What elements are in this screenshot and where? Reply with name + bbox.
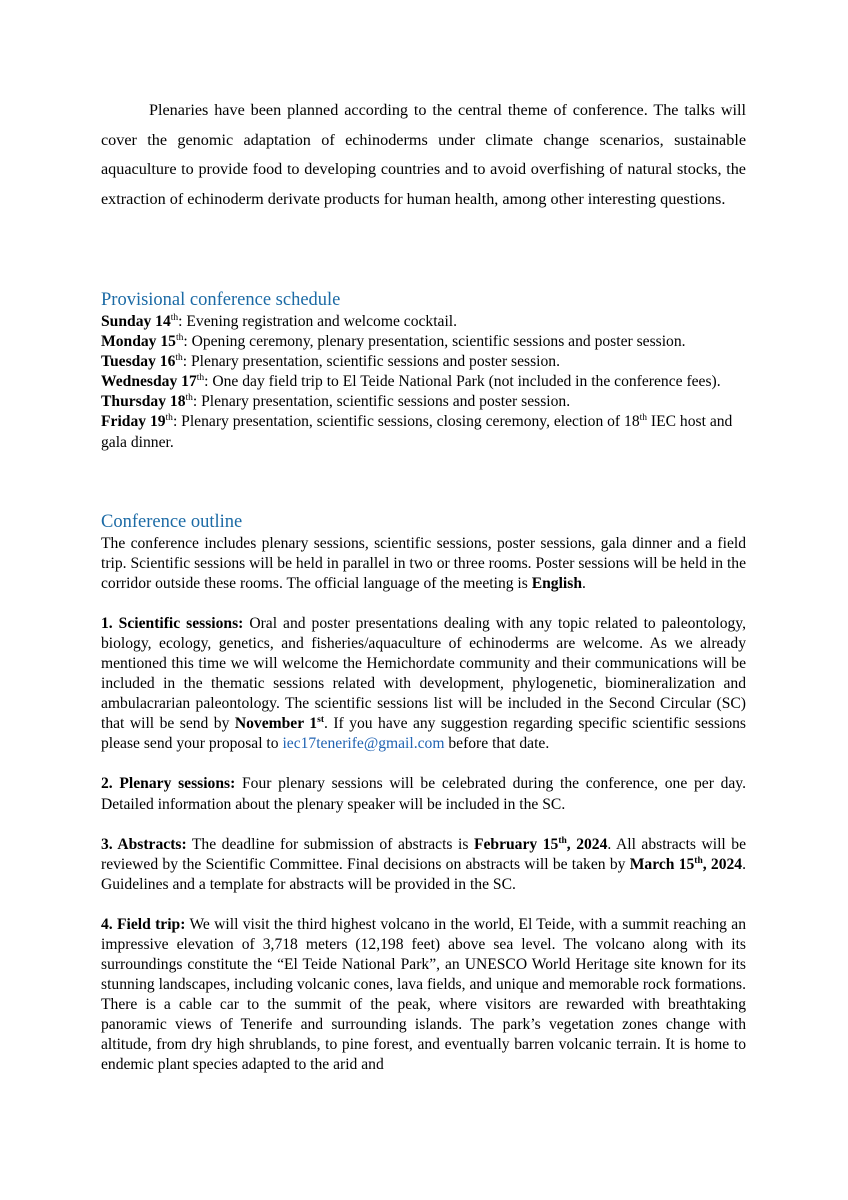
schedule-item-sunday [101, 312, 746, 332]
schedule-day: Thursday 18 [101, 393, 186, 411]
schedule-day-suffix: th [185, 393, 193, 404]
schedule-day: Wednesday 17 [101, 373, 197, 391]
schedule-day: Monday 15 [101, 333, 176, 351]
scientific-sessions-title: 1. Scientific sessions: [101, 615, 244, 633]
scientific-text-c: before that date. [444, 735, 550, 753]
decision-date-suffix: th [694, 855, 703, 866]
plenary-sessions-paragraph [101, 774, 746, 814]
schedule-text: : Plenary presentation, scientific sessions, closing ceremony, election of 18 [172, 413, 640, 431]
field-trip-paragraph [101, 915, 746, 1075]
scientific-text-b: . If you have any suggestion regarding specific scientific sessions please send your proposal to [101, 715, 746, 753]
decision-date [630, 856, 742, 873]
schedule-heading: Provisional conference schedule [101, 290, 341, 310]
abstracts-text-c: . Guidelines and a template for abstracts will be provided in the SC. [101, 855, 747, 893]
plenary-sessions-title: 2. Plenary sessions: [101, 775, 236, 793]
schedule-text: : Opening ceremony, plenary presentation, scientific sessions and poster session. [183, 333, 686, 351]
schedule-day-suffix: th [196, 373, 205, 384]
schedule-text: : Evening registration and welcome cocktail. [178, 313, 458, 330]
schedule-item-thursday [101, 392, 746, 412]
abstracts-text-b: . All abstracts will be reviewed by the Scientific Committee. Final decisions on abstracts will be taken by [101, 835, 747, 873]
schedule-day-suffix: th [175, 353, 183, 363]
outline-section [101, 510, 746, 1075]
schedule-day-suffix: th [175, 332, 184, 343]
ordinal-suffix: th [639, 413, 648, 424]
scientific-sessions-paragraph [101, 614, 746, 754]
plenary-text: Four plenary sessions will be celebrated during the conference, one per day. Detailed information about the plenary speaker will be included in the SC. [101, 775, 746, 813]
schedule-text: : Plenary presentation, scientific sessions and poster session. [182, 353, 560, 371]
sc-date-suffix: st [317, 715, 324, 726]
abstracts-text-a: The deadline for submission of abstracts is [186, 835, 474, 853]
schedule-item-tuesday [101, 352, 746, 372]
intro-paragraph: Plenaries have been planned according to the central theme of conference. The talks will cover the genomic adaptation of echinoderms under climate change scenarios, sustainable aquaculture to provide food to developing countries and to avoid overfishing of natural stocks, the extraction of echinoderm derivate products for human health, among other interesting questions. [101, 101, 746, 208]
abstract-deadline [474, 836, 607, 853]
contact-email-link[interactable]: iec17tenerife@gmail.com [282, 735, 445, 753]
outline-intro-end: . [582, 575, 586, 593]
schedule-day-suffix: th [170, 312, 179, 323]
outline-intro-text: The conference includes plenary sessions, scientific sessions, poster sessions, gala dinner and a field trip. Scientific sessions will be held in parallel in two or three rooms. Poster sessions will be held in the corridor outside these rooms. The official language of the meeting is [101, 535, 746, 593]
abstract-deadline-text: February 15 [473, 835, 559, 853]
schedule-item-friday [101, 412, 746, 452]
abstracts-title: 3. Abstracts: [101, 835, 187, 853]
schedule-day: Tuesday 16 [101, 353, 176, 371]
abstracts-paragraph [101, 835, 746, 895]
abstract-deadline-suffix: th [558, 835, 567, 846]
schedule-item-wednesday [101, 372, 746, 392]
scientific-text-a: Oral and poster presentations dealing with any topic related to paleontology, biology, ecology, genetics, and fisheries/aquaculture of echinoderms are welcome. As we already mentioned this time we will welcome the Hemichordate community and their communications will be included in the thematic sessions related with development, phylogenetic, biomineralization and ambulacrarian paleontology. The scientific sessions list will be included in the Second Circular (SC) that will be send by [101, 615, 746, 733]
schedule-text: : Plenary presentation, scientific sessions and poster session. [192, 393, 571, 411]
schedule-section [101, 288, 746, 453]
field-trip-title: 4. Field trip: [101, 915, 186, 933]
decision-date-year: , 2024 [702, 855, 743, 873]
schedule-day-suffix: th [165, 413, 173, 424]
decision-date-text: March 15 [629, 855, 695, 873]
schedule-text-end: IEC host and gala dinner. [101, 413, 733, 451]
schedule-text: : One day field trip to El Teide National Park (not included in the conference fees). [204, 373, 721, 391]
schedule-day: Sunday 14 [101, 313, 171, 330]
sc-date [235, 715, 324, 732]
schedule-item-monday [101, 332, 746, 352]
schedule-day: Friday 19 [101, 413, 166, 431]
sc-date-text: November 1 [234, 715, 318, 733]
field-trip-text: We will visit the third highest volcano in the world, El Teide, with a summit reaching an impressive elevation of 3,718 meters (12,198 feet) above sea level. The volcano along with its surroundings constitute the “El Teide National Park”, an UNESCO World Heritage site known for its stunning landscapes, including volcanic cones, lava fields, and unique and memorable rock formations. There is a cable car to the summit of the peak, where visitors are rewarded with breathtaking panoramic views of Tenerife and surrounding islands. The park’s vegetation zones change with altitude, from dry high shrublands, to pine forest, and eventually barren volcanic terrain. It is home to endemic plant species adapted to the arid and [101, 915, 746, 1074]
outline-intro [101, 534, 746, 594]
language-value: English [531, 575, 583, 593]
outline-heading: Conference outline [101, 512, 243, 532]
abstract-deadline-year: , 2024 [566, 835, 608, 853]
